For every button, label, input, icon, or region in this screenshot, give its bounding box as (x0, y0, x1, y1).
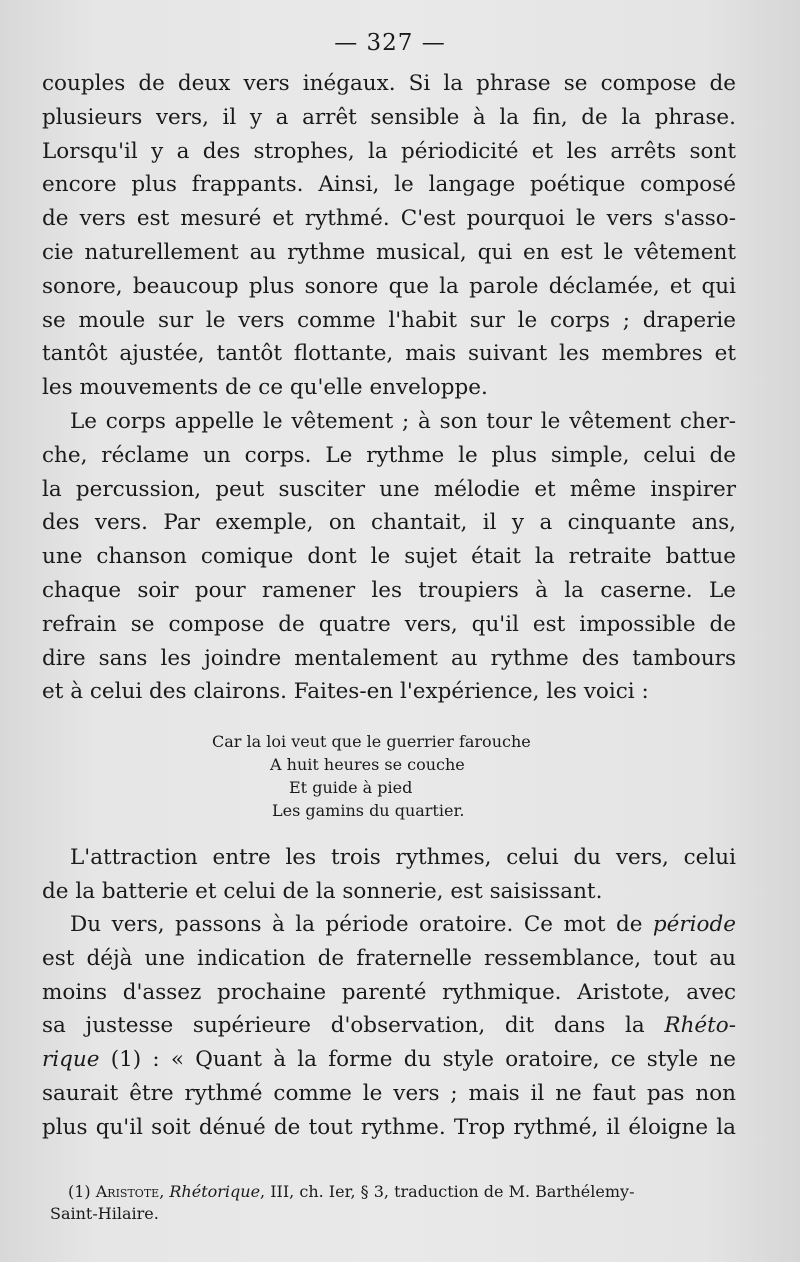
text-line: est déjà une indication de fraternelle ressemblance, tout au (42, 945, 736, 971)
footnote-work-title: Rhétorique (169, 1182, 261, 1201)
text-line: la percussion, peut susciter une mélodie et même inspirer (42, 476, 736, 502)
paragraph-three-rhythms (42, 841, 736, 909)
text-line: Lorsqu'il y a des strophes, la périodicité et les arrêts sont (42, 138, 736, 164)
text-run: sa justesse supérieure d'observation, dit dans la (42, 1013, 665, 1039)
text-run: Du vers, passons à la période oratoire. Ce mot de (70, 912, 653, 937)
text-line: moins d'assez prochaine parenté rythmique. Aristote, avec (42, 979, 736, 1005)
footnote (50, 1181, 746, 1225)
text-line: cie naturellement au rythme musical, qui en est le vêtement (42, 239, 736, 265)
verse-line: Et guide à pied (289, 778, 413, 797)
text-line: de vers est mesuré et rythmé. C'est pourquoi le vers s'asso- (42, 206, 736, 232)
text-line: des vers. Par exemple, on chantait, il y a cinquante ans, (42, 510, 736, 536)
text-line: et à celui des clairons. Faites-en l'expérience, les voici : (42, 679, 649, 705)
text-run: (1) : « Quant à la forme du style oratoire, ce style ne (99, 1047, 736, 1073)
text-line: dire sans les joindre mentalement au rythme des tambours (42, 645, 736, 671)
text-line: plusieurs vers, il y a arrêt sensible à la fin, de la phrase. (42, 104, 736, 130)
paragraph-body-and-garment (42, 405, 736, 709)
italic-title: Rhéto- (664, 1013, 736, 1039)
text-line: couples de deux vers inégaux. Si la phrase se compose de (42, 71, 736, 96)
text-line: refrain se compose de quatre vers, qu'il est impossible de (42, 611, 736, 637)
verse-line: Car la loi veut que le guerrier farouche (212, 732, 531, 751)
footnote-line (50, 1181, 746, 1203)
verse-line: A huit heures se couche (270, 755, 465, 774)
text-line (42, 1009, 736, 1043)
text-line: chaque soir pour ramener les troupiers à la caserne. Le (42, 577, 736, 603)
paragraph-verse-and-rhythm (42, 67, 736, 405)
text-line: Le corps appelle le vêtement ; à son tour le vêtement cher- (70, 409, 736, 434)
text-line: tantôt ajustée, tantôt flottante, mais suivant les membres et (42, 341, 736, 367)
page-number: — 327 — (334, 30, 446, 56)
text-line (42, 1043, 736, 1077)
song-refrain-verse (0, 730, 760, 822)
footnote-marker: (1) (68, 1182, 96, 1201)
text-line: se moule sur le vers comme l'habit sur le corps ; draperie (42, 307, 736, 333)
text-line: saurait être rythmé comme le vers ; mais il ne faut pas non (42, 1080, 736, 1106)
text-line: che, réclame un corps. Le rythme le plus simple, celui de (42, 442, 736, 468)
italic-title: rique (42, 1047, 100, 1073)
italic-term: période (652, 912, 736, 937)
text-line (42, 908, 736, 942)
text-line: encore plus frappants. Ainsi, le langage poétique composé (42, 172, 736, 198)
footnote-reference: , III, ch. Ier, § 3, traduction de M. Barthélemy- (260, 1182, 635, 1201)
paragraph-oratory-period (42, 908, 736, 1145)
footnote-line: Saint-Hilaire. (50, 1204, 159, 1223)
text-line: L'attraction entre les trois rythmes, celui du vers, celui (70, 845, 736, 870)
text-line: les mouvements de ce qu'elle enveloppe. (42, 375, 488, 401)
text-line: de la batterie et celui de la sonnerie, est saisissant. (42, 878, 603, 904)
verse-line: Les gamins du quartier. (272, 801, 465, 820)
footnote-separator: , (159, 1182, 170, 1201)
text-line: plus qu'il soit dénué de tout rythme. Trop rythmé, il éloigne la (42, 1114, 736, 1140)
footnote-author: Aristote (95, 1182, 160, 1201)
text-line: une chanson comique dont le sujet était la retraite battue (42, 544, 736, 570)
text-line: sonore, beaucoup plus sonore que la parole déclamée, et qui (42, 273, 736, 299)
